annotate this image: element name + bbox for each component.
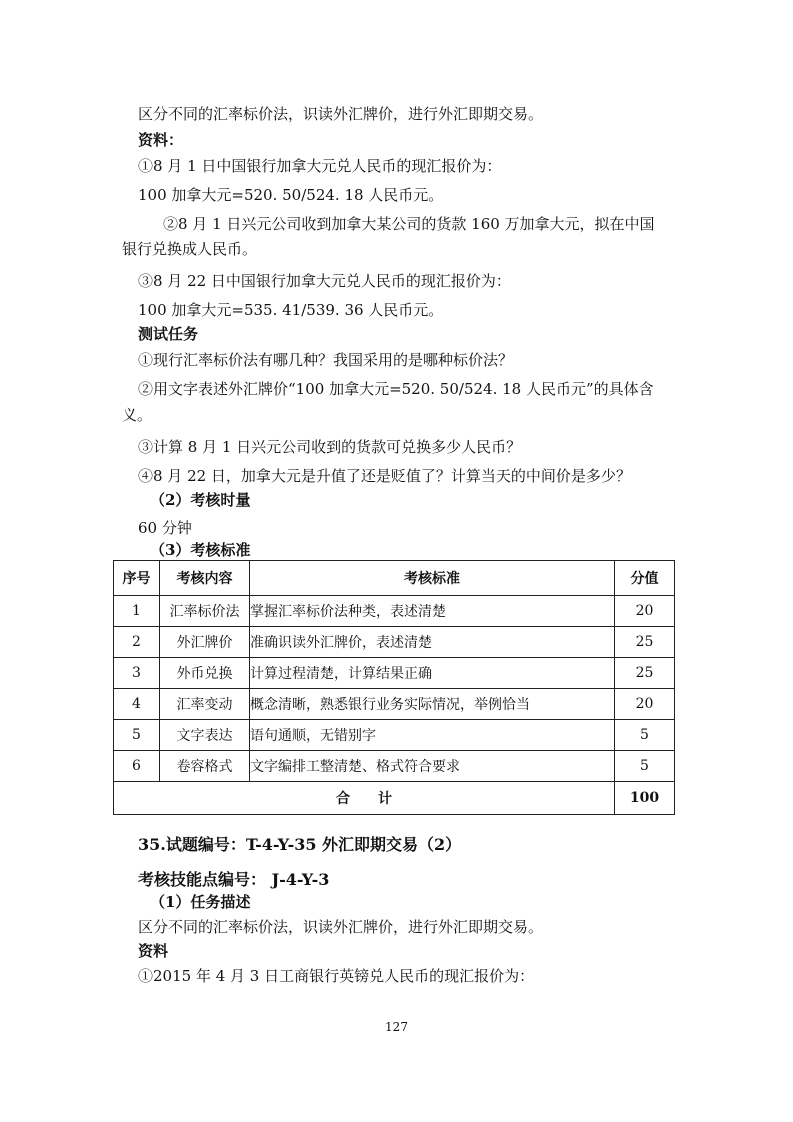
table-row <box>114 658 675 689</box>
cell-standard: 计算过程清楚，计算结果正确 <box>250 658 615 689</box>
paragraph-task-desc: 区分不同的汇率标价法，识读外汇牌价，进行外汇即期交易。 <box>138 105 544 123</box>
header-standard: 考核标准 <box>250 561 615 596</box>
cell-content: 文字表达 <box>160 720 250 751</box>
task-4: ④8 月 22 日，加拿大元是升值了还是贬值了？计算当天的中间价是多少？ <box>138 467 631 485</box>
table-row <box>114 596 675 627</box>
section-35-skill-code: 考核技能点编号： J-4-Y-3 <box>138 870 330 889</box>
cell-content: 汇率标价法 <box>160 596 250 627</box>
page-number: 127 <box>385 1020 408 1034</box>
total-score: 100 <box>615 782 675 815</box>
cell-no: 3 <box>114 658 160 689</box>
cell-score: 5 <box>615 751 675 782</box>
cell-score: 25 <box>615 658 675 689</box>
section-35-material: 资料 <box>138 942 169 960</box>
section-35-task-heading: （1）任务描述 <box>150 893 251 911</box>
grading-table <box>113 560 675 815</box>
section-35-item-1: ①2015 年 4 月 3 日工商银行英镑兑人民币的现汇报价为： <box>138 967 535 985</box>
material-item-2: ②8 月 1 日兴元公司收到加拿大某公司的货款 160 万加拿大元，拟在中国 <box>163 215 655 233</box>
table-row <box>114 751 675 782</box>
heading-test-tasks: 测试任务 <box>138 325 199 343</box>
section-35-title: 35.试题编号：T-4-Y-35 外汇即期交易（2） <box>138 835 462 854</box>
material-quote-3: 100 加拿大元=535. 41/539. 36 人民币元。 <box>138 301 444 319</box>
cell-no: 1 <box>114 596 160 627</box>
cell-content: 卷容格式 <box>160 751 250 782</box>
table-row <box>114 720 675 751</box>
cell-no: 4 <box>114 689 160 720</box>
duration-value: 60 分钟 <box>138 519 192 537</box>
heading-duration: （2）考核时量 <box>150 491 251 509</box>
material-item-2-cont: 银行兑换成人民币。 <box>122 240 258 258</box>
cell-standard: 准确识读外汇牌价，表述清楚 <box>250 627 615 658</box>
cell-standard: 掌握汇率标价法种类，表述清楚 <box>250 596 615 627</box>
material-item-1: ①8 月 1 日中国银行加拿大元兑人民币的现汇报价为： <box>138 157 502 175</box>
heading-material: 资料： <box>138 131 184 149</box>
cell-standard: 语句通顺，无错别字 <box>250 720 615 751</box>
cell-no: 2 <box>114 627 160 658</box>
table-header-row <box>114 561 675 596</box>
table-row <box>114 689 675 720</box>
cell-content: 汇率变动 <box>160 689 250 720</box>
table-total-row <box>114 782 675 815</box>
heading-criteria: （3）考核标准 <box>150 541 251 559</box>
cell-no: 6 <box>114 751 160 782</box>
header-no: 序号 <box>114 561 160 596</box>
cell-score: 20 <box>615 596 675 627</box>
task-2: ②用文字表述外汇牌价“100 加拿大元=520. 50/524. 18 人民币元”的具体含 <box>138 380 654 398</box>
section-35-task-desc: 区分不同的汇率标价法，识读外汇牌价，进行外汇即期交易。 <box>138 918 544 936</box>
table-row <box>114 627 675 658</box>
total-label: 合 计 <box>114 782 615 815</box>
task-3: ③计算 8 月 1 日兴元公司收到的货款可兑换多少人民币？ <box>138 438 522 456</box>
cell-score: 25 <box>615 627 675 658</box>
task-2-cont: 义。 <box>122 406 153 424</box>
cell-standard: 概念清晰，熟悉银行业务实际情况，举例恰当 <box>250 689 615 720</box>
task-1: ①现行汇率标价法有哪几种？我国采用的是哪种标价法？ <box>138 351 514 369</box>
material-item-3: ③8 月 22 日中国银行加拿大元兑人民币的现汇报价为： <box>138 272 511 290</box>
header-score: 分值 <box>615 561 675 596</box>
cell-content: 外汇牌价 <box>160 627 250 658</box>
cell-score: 5 <box>615 720 675 751</box>
header-content: 考核内容 <box>160 561 250 596</box>
cell-standard: 文字编排工整清楚、格式符合要求 <box>250 751 615 782</box>
material-quote-1: 100 加拿大元=520. 50/524. 18 人民币元。 <box>138 186 444 204</box>
cell-score: 20 <box>615 689 675 720</box>
cell-content: 外币兑换 <box>160 658 250 689</box>
cell-no: 5 <box>114 720 160 751</box>
